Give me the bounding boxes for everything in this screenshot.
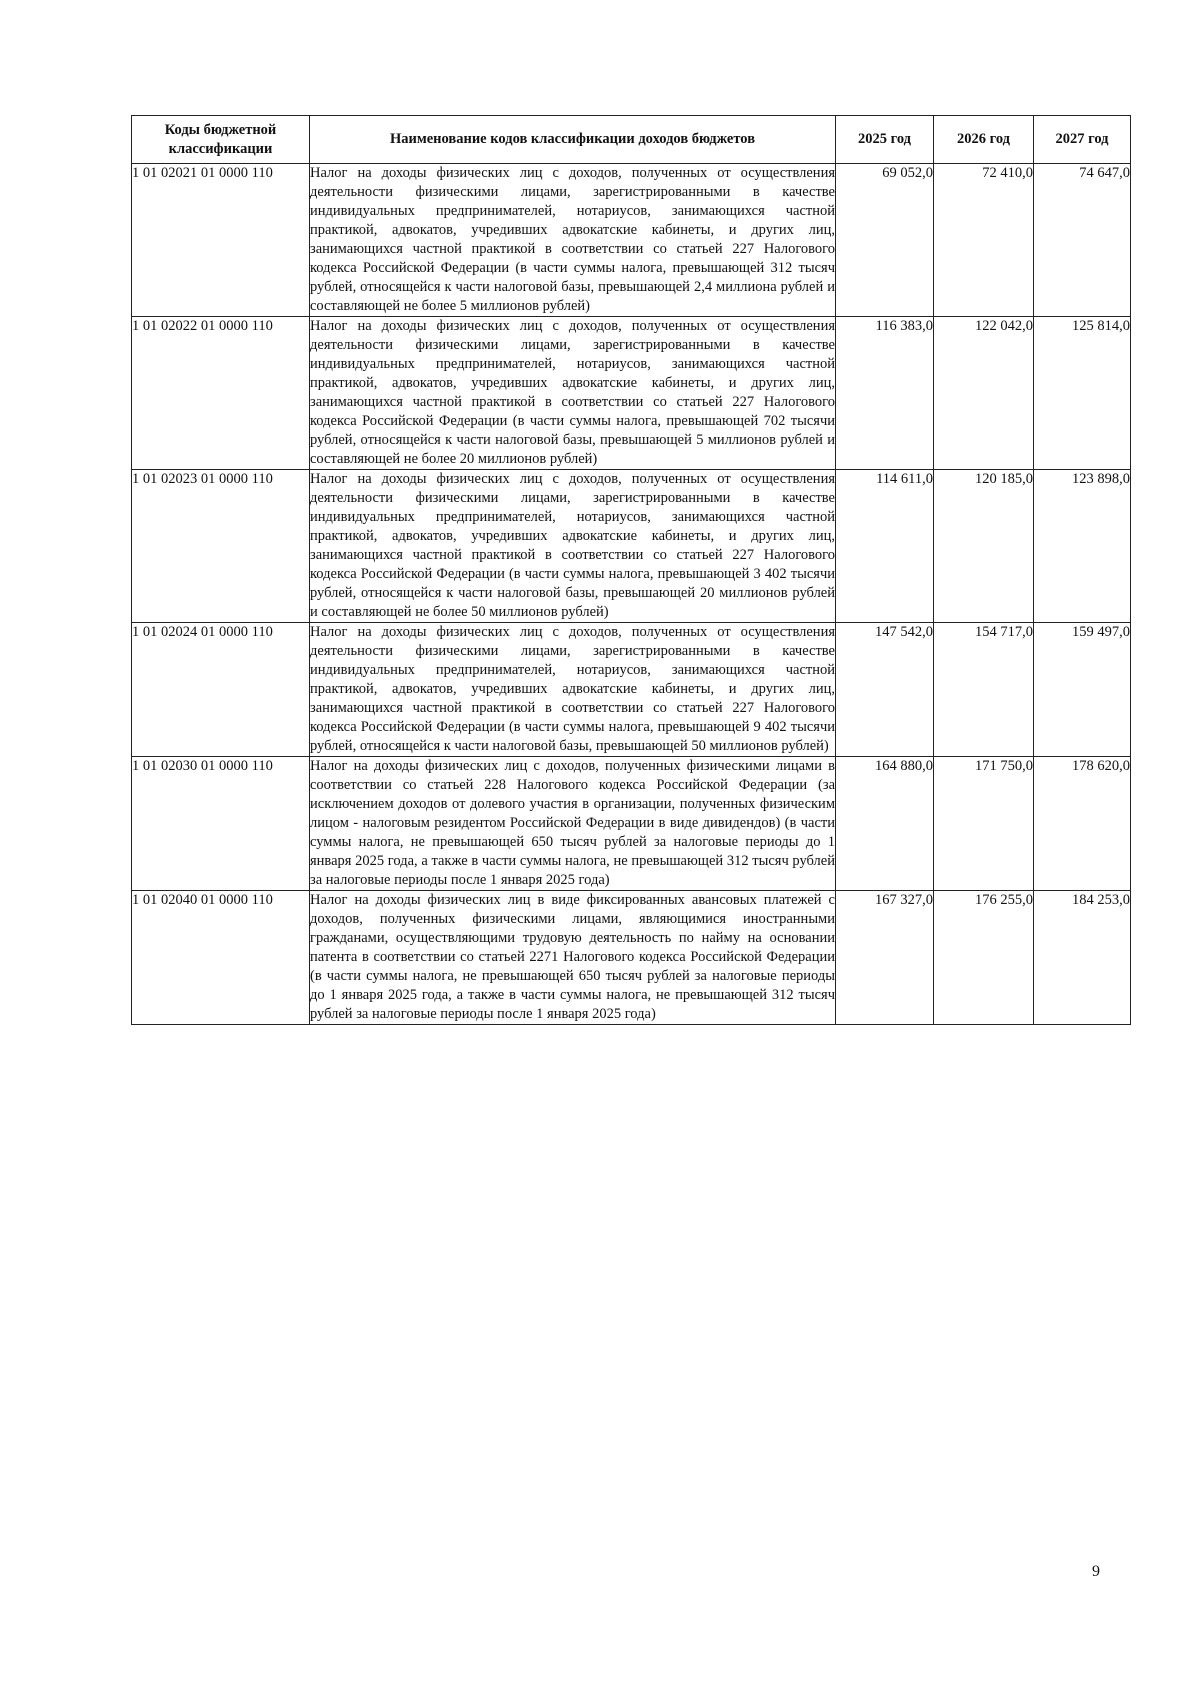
row-name: Налог на доходы физических лиц с доходов, полученных физическими лицами в соответствии со статьей 228 Налогового кодекса Российской Федерации (за исключением доходов от долевого участия в организации, полученных физическим лицом - налоговым резидентом Российской Федерации в виде дивидендов) (в части суммы налога, не превышающей 650 тысяч рублей за налоговые периоды до 1 января 2025 года, а также в части суммы налога, не превышающей 312 тысяч рублей за налоговые периоды после 1 января 2025 года)	[310, 757, 836, 891]
budget-revenue-table	[131, 115, 1131, 1025]
row-code: 1 01 02024 01 0000 110	[132, 623, 310, 757]
row-code: 1 01 02021 01 0000 110	[132, 164, 310, 317]
row-value-2027: 125 814,0	[1034, 317, 1131, 470]
row-value-2025: 116 383,0	[836, 317, 934, 470]
row-name: Налог на доходы физических лиц в виде фиксированных авансовых платежей с доходов, полученных физическими лицами, являющимися иностранными гражданами, осуществляющими трудовую деятельность по найму на основании патента в соответствии со статьей 2271 Налогового кодекса Российской Федерации (в части суммы налога, не превышающей 650 тысяч рублей за налоговые периоды до 1 января 2025 года, а также в части суммы налога, не превышающей 312 тысяч рублей за налоговые периоды после 1 января 2025 года)	[310, 891, 836, 1025]
table-header-row	[132, 116, 1131, 164]
header-year-2027: 2027 год	[1034, 116, 1131, 164]
table-row	[132, 317, 1131, 470]
row-value-2026: 72 410,0	[934, 164, 1034, 317]
row-value-2026: 176 255,0	[934, 891, 1034, 1025]
row-value-2027: 184 253,0	[1034, 891, 1131, 1025]
row-value-2027: 123 898,0	[1034, 470, 1131, 623]
row-name: Налог на доходы физических лиц с доходов, полученных от осуществления деятельности физическими лицами, зарегистрированными в качестве индивидуальных предпринимателей, нотариусов, занимающихся частной практикой, адвокатов, учредивших адвокатские кабинеты, и других лиц, занимающихся частной практикой в соответствии со статьей 227 Налогового кодекса Российской Федерации (в части суммы налога, превышающей 3 402 тысячи рублей, относящейся к части налоговой базы, превышающей 20 миллионов рублей и составляющей не более 50 миллионов рублей)	[310, 470, 836, 623]
row-value-2026: 171 750,0	[934, 757, 1034, 891]
table-row	[132, 757, 1131, 891]
page-number: 9	[1092, 1563, 1100, 1580]
header-code: Коды бюджетной классификации	[132, 116, 310, 164]
row-name: Налог на доходы физических лиц с доходов, полученных от осуществления деятельности физическими лицами, зарегистрированными в качестве индивидуальных предпринимателей, нотариусов, занимающихся частной практикой, адвокатов, учредивших адвокатские кабинеты, и других лиц, занимающихся частной практикой в соответствии со статьей 227 Налогового кодекса Российской Федерации (в части суммы налога, превышающей 702 тысячи рублей, относящейся к части налоговой базы, превышающей 5 миллионов рублей и составляющей не более 20 миллионов рублей)	[310, 317, 836, 470]
row-name: Налог на доходы физических лиц с доходов, полученных от осуществления деятельности физическими лицами, зарегистрированными в качестве индивидуальных предпринимателей, нотариусов, занимающихся частной практикой, адвокатов, учредивших адвокатские кабинеты, и других лиц, занимающихся частной практикой в соответствии со статьей 227 Налогового кодекса Российской Федерации (в части суммы налога, превышающей 312 тысяч рублей, относящейся к части налоговой базы, превышающей 2,4 миллиона рублей и составляющей не более 5 миллионов рублей)	[310, 164, 836, 317]
table-row	[132, 623, 1131, 757]
table-row	[132, 470, 1131, 623]
row-value-2025: 167 327,0	[836, 891, 934, 1025]
table-row	[132, 164, 1131, 317]
row-value-2025: 147 542,0	[836, 623, 934, 757]
row-code: 1 01 02023 01 0000 110	[132, 470, 310, 623]
row-code: 1 01 02030 01 0000 110	[132, 757, 310, 891]
row-code: 1 01 02022 01 0000 110	[132, 317, 310, 470]
table-row	[132, 891, 1131, 1025]
row-value-2026: 154 717,0	[934, 623, 1034, 757]
row-value-2025: 164 880,0	[836, 757, 934, 891]
header-year-2026: 2026 год	[934, 116, 1034, 164]
row-value-2025: 69 052,0	[836, 164, 934, 317]
header-year-2025: 2025 год	[836, 116, 934, 164]
row-value-2025: 114 611,0	[836, 470, 934, 623]
row-value-2027: 178 620,0	[1034, 757, 1131, 891]
row-value-2026: 120 185,0	[934, 470, 1034, 623]
row-value-2026: 122 042,0	[934, 317, 1034, 470]
header-name: Наименование кодов классификации доходов бюджетов	[310, 116, 836, 164]
row-value-2027: 159 497,0	[1034, 623, 1131, 757]
row-name: Налог на доходы физических лиц с доходов, полученных от осуществления деятельности физическими лицами, зарегистрированными в качестве индивидуальных предпринимателей, нотариусов, занимающихся частной практикой, адвокатов, учредивших адвокатские кабинеты, и других лиц, занимающихся частной практикой в соответствии со статьей 227 Налогового кодекса Российской Федерации (в части суммы налога, превышающей 9 402 тысячи рублей, относящейся к части налоговой базы, превышающей 50 миллионов рублей)	[310, 623, 836, 757]
row-value-2027: 74 647,0	[1034, 164, 1131, 317]
row-code: 1 01 02040 01 0000 110	[132, 891, 310, 1025]
